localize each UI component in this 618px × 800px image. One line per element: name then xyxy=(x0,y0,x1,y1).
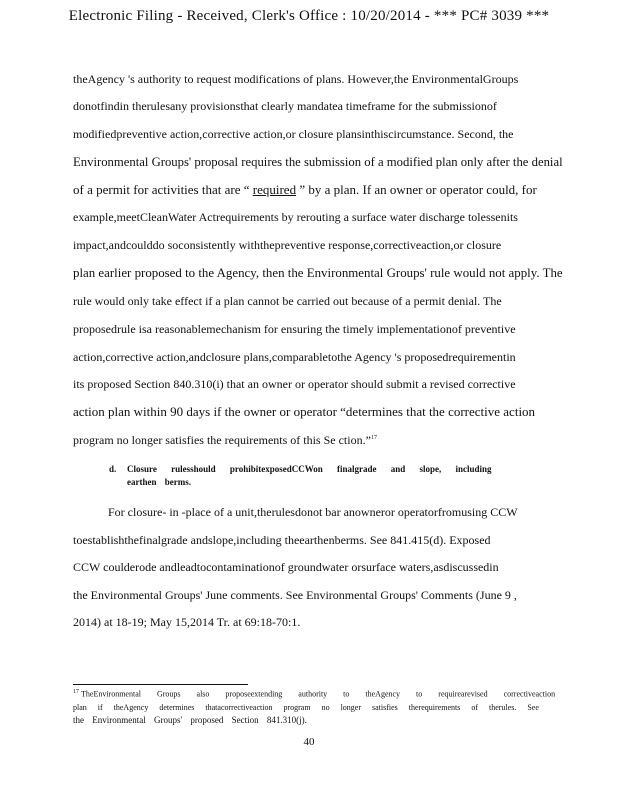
body-line: plan earlier proposed to the Agency, then the Environmental Groups' rule would not apply. The xyxy=(73,265,563,280)
body-line xyxy=(73,182,537,198)
body-line: For closure- in -place of a unit,therulesdonot bar anowneror operatorfromusing CCW xyxy=(108,505,518,519)
page-number: 40 xyxy=(303,736,315,748)
footnote-reference[interactable]: 17 xyxy=(370,435,377,441)
footnote-line-3: the Environmental Groups' proposed Section 841.310(j). xyxy=(73,715,307,725)
body-line-part: program no longer satisfies the requirements of this Se ction.” xyxy=(73,433,371,447)
body-line: theAgency 's authority to request modifications of plans. However,the EnvironmentalGroups xyxy=(73,72,519,86)
body-line: action,corrective action,andclosure plans,comparabletothe Agency 's proposedrequirementin xyxy=(73,350,516,364)
body-line: rule would only take effect if a plan cannot be carried out because of a permit denial. The xyxy=(73,294,502,308)
underlined-term: required xyxy=(252,182,297,197)
body-line: 2014) at 18-19; May 15,2014 Tr. at 69:18-70:1. xyxy=(73,615,301,629)
body-line-part: of a permit for activities that are “ xyxy=(73,182,253,197)
body-line: example,meetCleanWater Actrequirements by rerouting a surface water discharge tolessenits xyxy=(73,210,518,224)
footnote-divider xyxy=(73,684,248,685)
body-line: CCW coulderode andleadtocontaminationof groundwater orsurface waters,asdiscussedin xyxy=(73,560,499,574)
footnote-text-1: TheEnvironmental Groups also proposeextending authority to theAgency to requirearevised correctiveaction xyxy=(81,689,556,699)
body-line-part: ” by a plan. If an owner or operator could, for xyxy=(296,182,537,197)
body-line: the Environmental Groups' June comments. See Environmental Groups' Comments (June 9 , xyxy=(73,588,517,602)
subheading-line-1: Closure rulesshould prohibitexposedCCWon finalgrade and slope, including xyxy=(127,464,492,474)
filing-header: Electronic Filing - Received, Clerk's Office : 10/20/2014 - *** PC# 3039 *** xyxy=(68,8,550,24)
subheading-line-2: earthen berms. xyxy=(127,477,191,487)
footnote-line-1 xyxy=(73,689,555,699)
body-line: toestablishthefinalgrade andslope,including theearthenberms. See 841.415(d). Exposed xyxy=(73,533,491,547)
body-line xyxy=(73,433,377,448)
body-line: donotfindin therulesany provisionsthat clearly mandatea timeframe for the submissionof xyxy=(73,99,497,113)
body-line: Environmental Groups' proposal requires the submission of a modified plan only after the denial xyxy=(73,154,563,169)
body-line: proposedrule isa reasonablemechanism for ensuring the timely implementationof preventive xyxy=(73,322,516,336)
body-line: impact,andcoulddo soconsistently withthepreventive response,correctiveaction,or closure xyxy=(73,238,502,252)
body-line: its proposed Section 840.310(i) that an owner or operator should submit a revised corrective xyxy=(73,377,516,391)
subheading-label: d. xyxy=(109,464,117,474)
body-line: modifiedpreventive action,corrective action,or closure plansinthiscircumstance. Second, the xyxy=(73,127,514,141)
footnote-marker: 17 xyxy=(73,689,79,695)
footnote-line-2: plan if theAgency determines thatacorrectiveaction program no longer satisfies therequirements of therules. See xyxy=(73,703,539,712)
body-line: action plan within 90 days if the owner or operator “determines that the corrective action xyxy=(73,404,536,419)
